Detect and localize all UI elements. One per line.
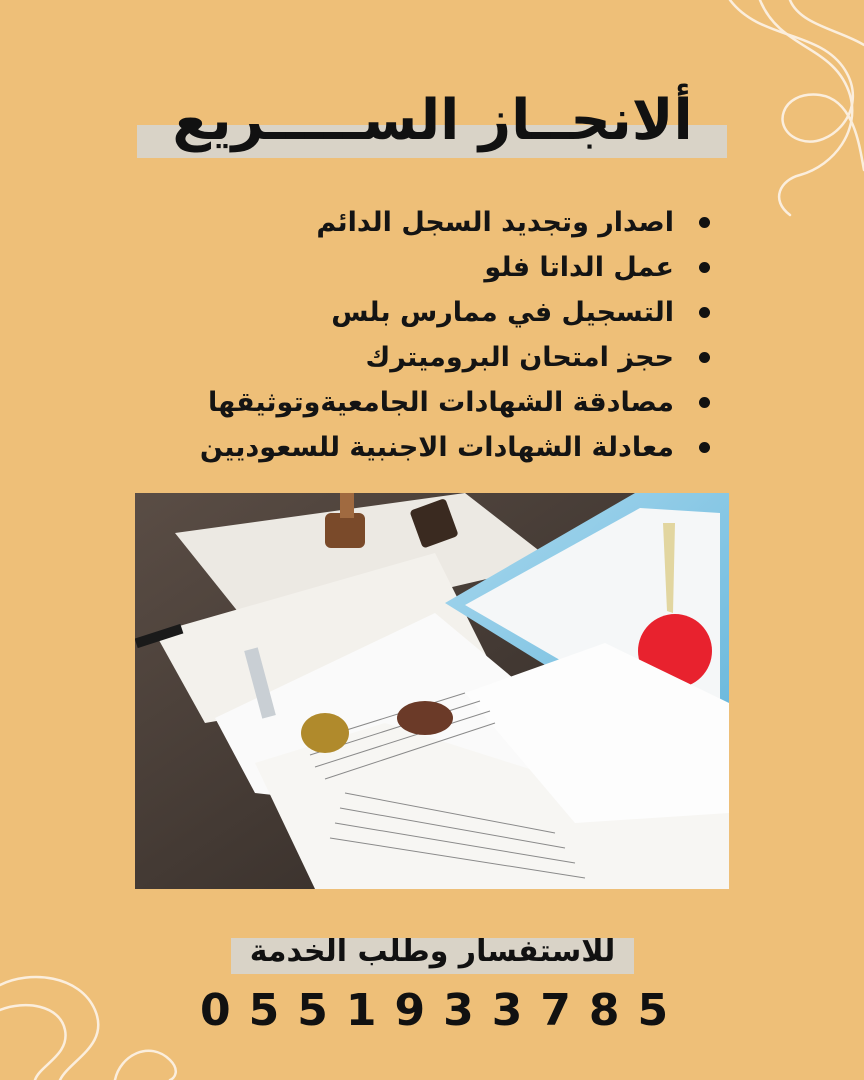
contact-heading: للاستفسار وطلب الخدمة	[249, 934, 616, 969]
service-label: عمل الداتا فلو	[484, 252, 674, 283]
bullet-icon	[699, 352, 710, 363]
service-label: اصدار وتجديد السجل الدائم	[316, 207, 674, 238]
service-label: التسجيل في ممارس بلس	[331, 297, 674, 328]
phone-number: 0551933785	[200, 985, 687, 1036]
bullet-icon	[699, 397, 710, 408]
services-list	[94, 200, 714, 470]
list-item	[94, 380, 714, 425]
bullet-icon	[699, 307, 710, 318]
list-item	[94, 200, 714, 245]
bullet-icon	[699, 442, 710, 453]
list-item	[94, 335, 714, 380]
documents-photo	[135, 493, 729, 889]
service-label: مصادقة الشهادات الجامعيةوتوثيقها	[208, 387, 674, 418]
list-item	[94, 425, 714, 470]
list-item	[94, 290, 714, 335]
bullet-icon	[699, 262, 710, 273]
service-label: معادلة الشهادات الاجنبية للسعوديين	[199, 432, 674, 463]
list-item	[94, 245, 714, 290]
service-label: حجز امتحان البروميترك	[365, 342, 674, 373]
bullet-icon	[699, 217, 710, 228]
page-title: ألانجــاز الســـــريع	[172, 88, 693, 153]
